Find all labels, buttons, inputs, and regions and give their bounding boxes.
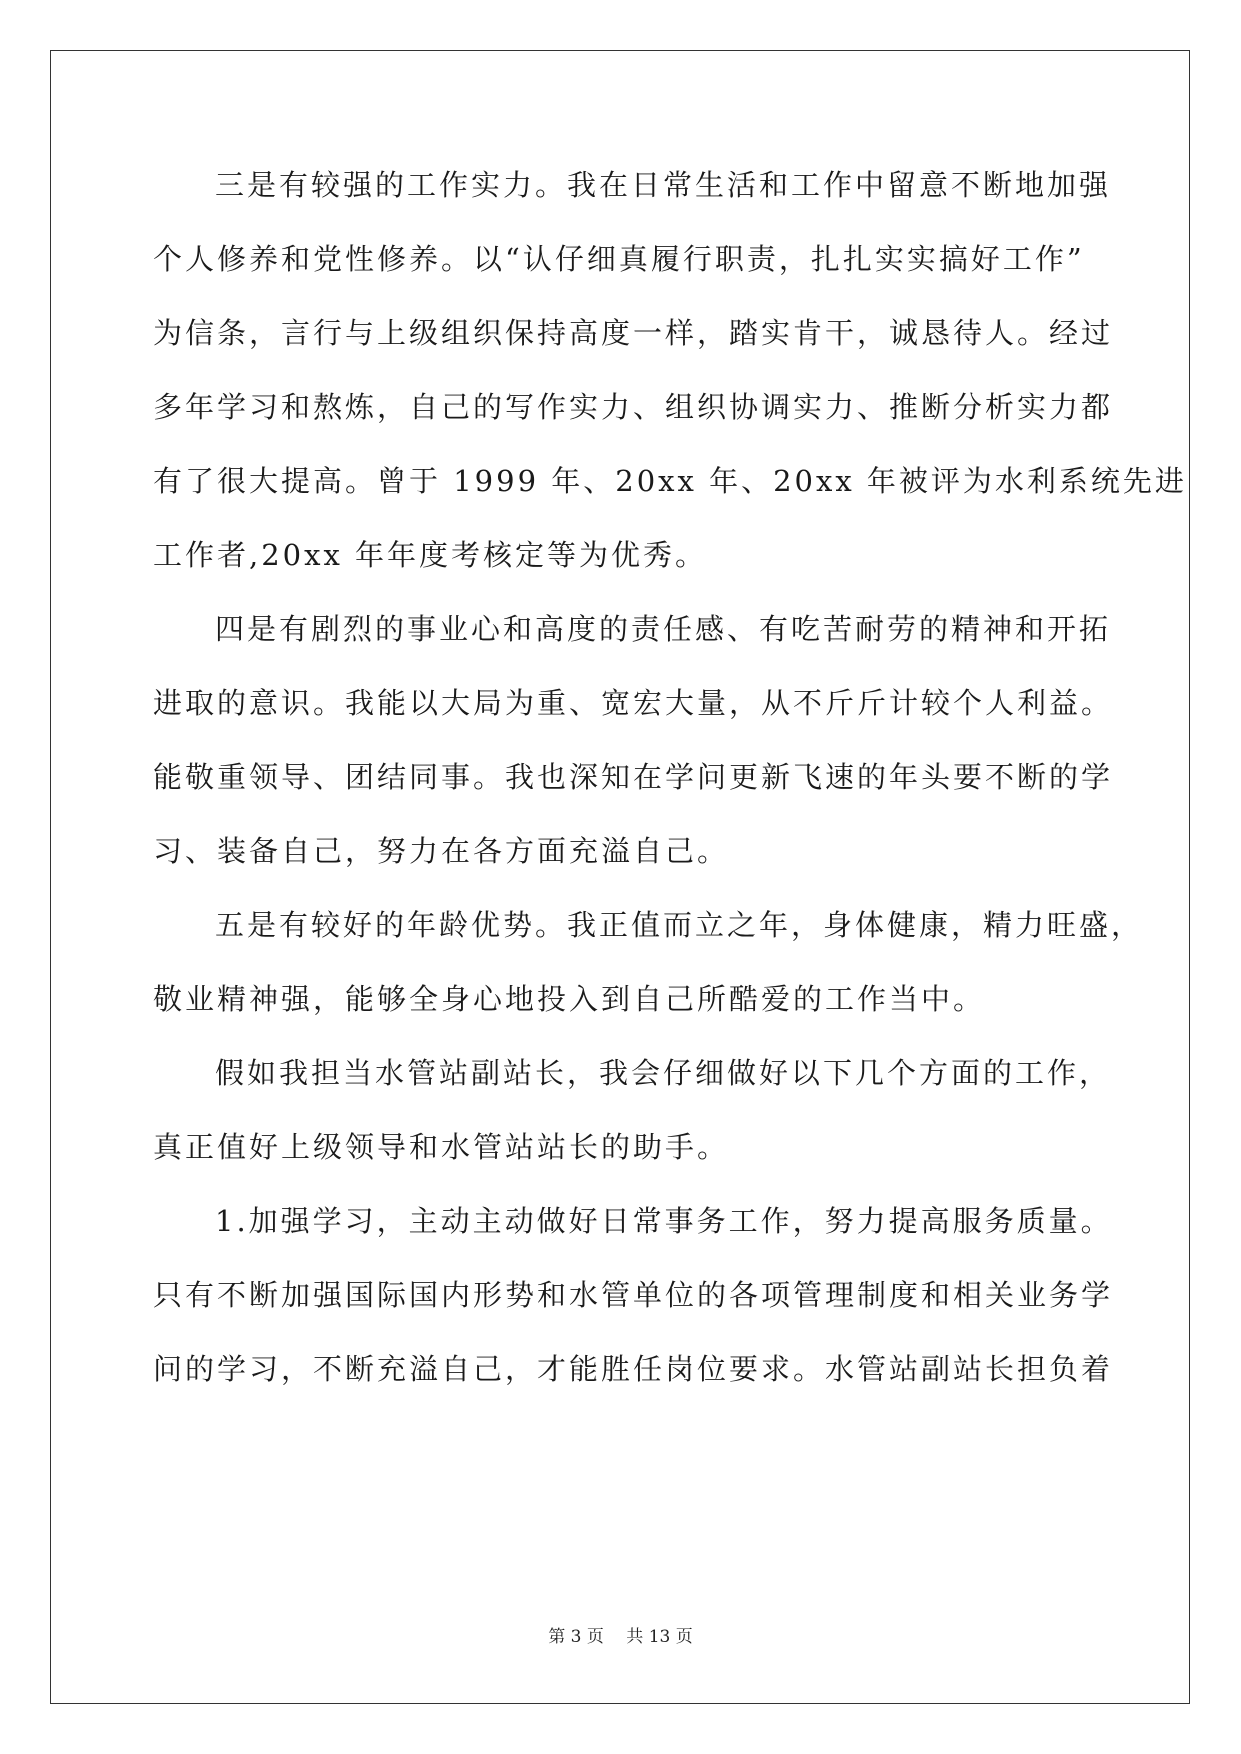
text-line: 三是有较强的工作实力。我在日常生活和工作中留意不断地加强 bbox=[215, 168, 1112, 202]
text-line: 只有不断加强国际国内形势和水管单位的各项管理制度和相关业务学 bbox=[153, 1278, 1114, 1312]
text-line: 问的学习，不断充溢自己，才能胜任岗位要求。水管站副站长担负着 bbox=[153, 1352, 1114, 1386]
text-line: 敬业精神强，能够全身心地投入到自己所酷爱的工作当中。 bbox=[153, 982, 986, 1016]
text-line: 进取的意识。我能以大局为重、宽宏大量，从不斤斤计较个人利益。 bbox=[153, 686, 1114, 720]
text-line: 能敬重领导、团结同事。我也深知在学问更新飞速的年头要不断的学 bbox=[153, 760, 1114, 794]
text-line: 五是有较好的年龄优势。我正值而立之年，身体健康，精力旺盛， bbox=[215, 908, 1144, 942]
text-line: 为信条，言行与上级组织保持高度一样，踏实肯干，诚恳待人。经过 bbox=[153, 316, 1114, 350]
text-line: 有了很大提高。曾于 1999 年、20xx 年、20xx 年被评为水利系统先进 bbox=[153, 464, 1187, 498]
text-line: 1.加强学习，主动主动做好日常事务工作，努力提高服务质量。 bbox=[215, 1204, 1113, 1238]
text-line: 工作者,20xx 年年度考核定等为优秀。 bbox=[153, 538, 708, 572]
text-line: 多年学习和熬炼，自己的写作实力、组织协调实力、推断分析实力都 bbox=[153, 390, 1114, 424]
page-border bbox=[50, 50, 1190, 1704]
page-number: 第 3 页 共 13 页 bbox=[548, 1627, 693, 1647]
text-line: 习、装备自己，努力在各方面充溢自己。 bbox=[153, 834, 730, 868]
text-line: 假如我担当水管站副站长，我会仔细做好以下几个方面的工作， bbox=[215, 1056, 1112, 1090]
text-line: 四是有剧烈的事业心和高度的责任感、有吃苦耐劳的精神和开拓 bbox=[215, 612, 1112, 646]
text-line: 真正值好上级领导和水管站站长的助手。 bbox=[153, 1130, 730, 1164]
text-line: 个人修养和党性修养。以“认仔细真履行职责，扎扎实实搞好工作” bbox=[153, 242, 1085, 276]
